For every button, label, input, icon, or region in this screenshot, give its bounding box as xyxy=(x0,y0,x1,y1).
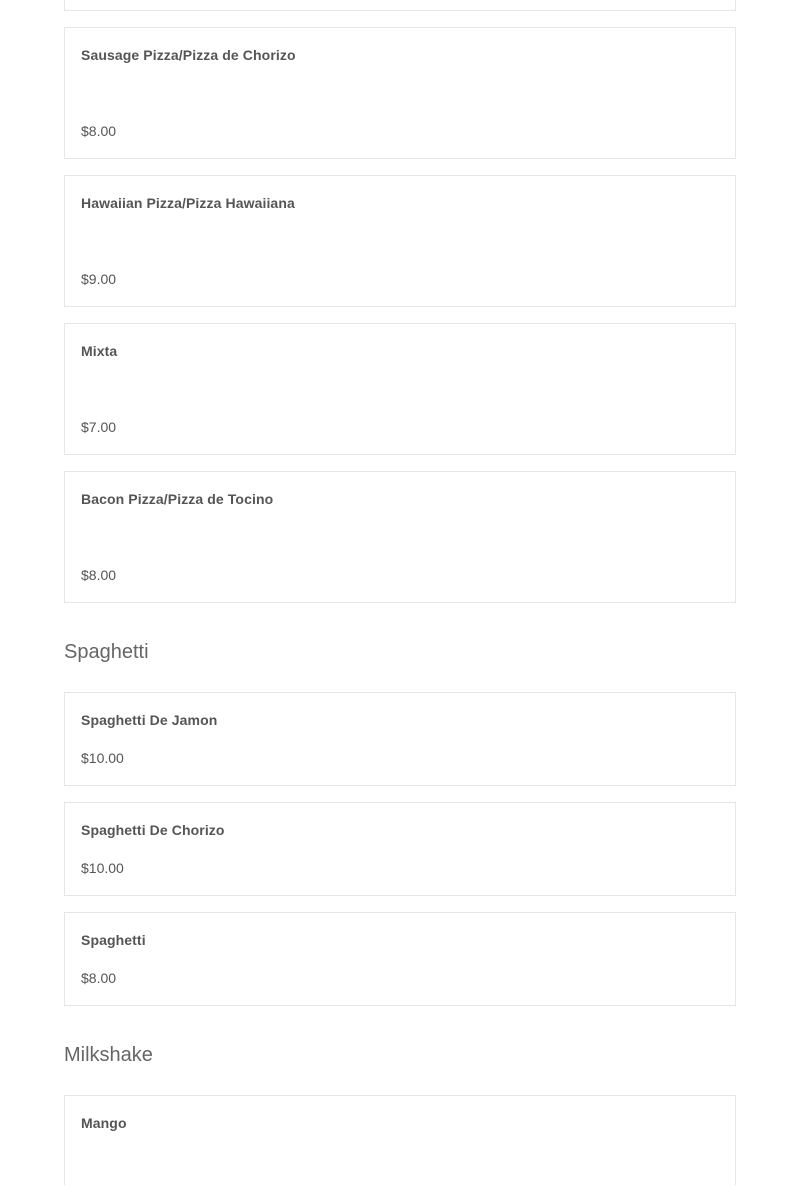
menu-item-name: Hawaiian Pizza/Pizza Hawaiiana xyxy=(81,195,295,211)
menu-item-card[interactable] xyxy=(64,1095,736,1185)
menu-item-price: $9.00 xyxy=(81,271,117,287)
section-title-spaghetti: Spaghetti xyxy=(64,641,149,663)
menu-list xyxy=(64,0,736,1201)
menu-item-card[interactable] xyxy=(64,912,736,1006)
menu-item-price: $8.00 xyxy=(81,123,117,139)
menu-item-name: Spaghetti De Jamon xyxy=(81,712,218,728)
menu-item-name: Spaghetti De Chorizo xyxy=(81,822,225,838)
menu-item-card[interactable] xyxy=(64,471,736,603)
menu-item-name: Mixta xyxy=(81,343,118,359)
menu-item-name: Spaghetti xyxy=(81,932,146,948)
menu-item-card[interactable] xyxy=(64,27,736,159)
menu-item-price: $10.00 xyxy=(81,860,124,876)
menu-item-price: $7.00 xyxy=(81,419,117,435)
menu-item-card[interactable] xyxy=(64,692,736,786)
menu-item-card[interactable] xyxy=(64,175,736,307)
menu-item-price: $10.00 xyxy=(81,750,124,766)
menu-item-name: Sausage Pizza/Pizza de Chorizo xyxy=(81,47,296,63)
menu-item-card[interactable] xyxy=(64,323,736,455)
menu-item-price: $8.00 xyxy=(81,970,117,986)
menu-item-name: Mango xyxy=(81,1115,127,1131)
menu-item-card[interactable] xyxy=(64,802,736,896)
section-title-milkshake: Milkshake xyxy=(64,1044,153,1066)
menu-item-price: $8.00 xyxy=(81,567,117,583)
menu-item-card xyxy=(64,0,736,11)
menu-item-name: Bacon Pizza/Pizza de Tocino xyxy=(81,491,274,507)
